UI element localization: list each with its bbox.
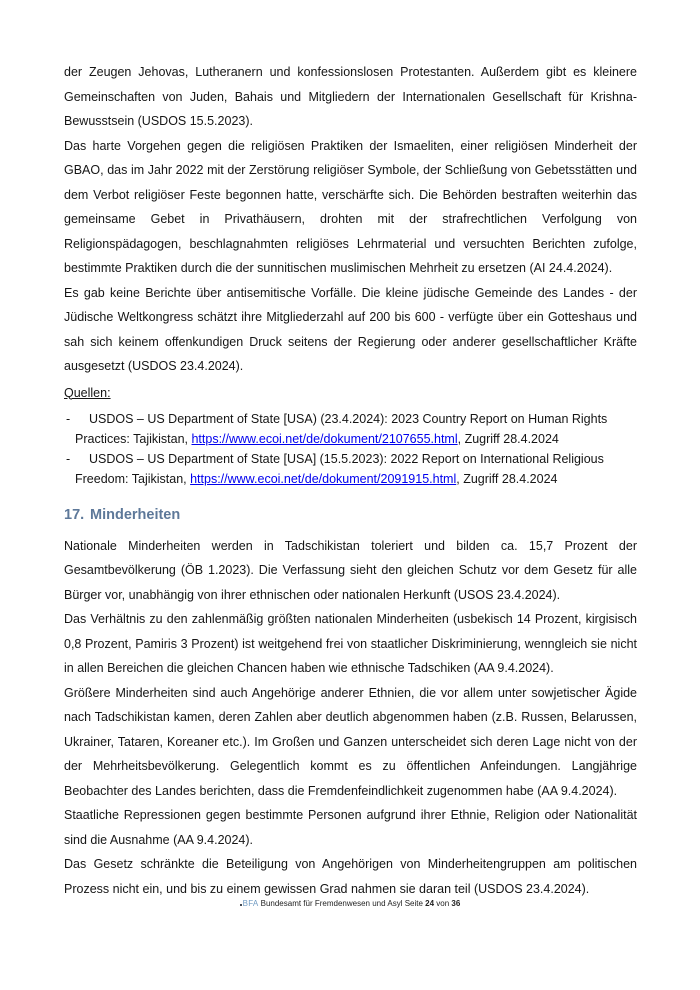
paragraph-largest-minorities: Das Verhältnis zu den zahlenmäßig größten nationalen Minderheiten (usbekisch 14 Prozent, kirgisisch 0,8 Prozent, Pamiris 3 Prozent) ist weitgehend frei von staatlicher Diskriminierung, wenngleich sie nicht in allen Bereichen die gleichen Chancen haben wie ethnische Tadschiken (AA 9.4.2024). <box>64 612 637 675</box>
section-number: 17. <box>64 506 85 523</box>
section-title: Minderheiten <box>90 506 181 523</box>
sources-list <box>64 409 637 489</box>
footer-org-abbr: BFA <box>242 899 259 908</box>
paragraph-jewish-community: Es gab keine Berichte über antisemitische Vorfälle. Die kleine jüdische Gemeinde des Landes - der Jüdische Weltkongress schätzt ihre Mitgliederzahl auf 200 bis 600 - verfügte über ein Gotteshaus und sah sich keinem offenkundigen Druck seitens der Regierung oder anderer gesellschaftlicher Kräfte ausgesetzt (USDOS 23.4.2024). <box>64 285 637 373</box>
source-text: USDOS – US Department of State [USA) (23.4.2024): 2023 Country Report on Human Rights Practices: Tajikistan, <box>75 411 608 446</box>
footer-of-label: von <box>434 899 452 908</box>
page-footer <box>0 898 700 910</box>
source-item-usdos-2024 <box>64 409 637 449</box>
source-link-ecoi-2091915[interactable]: https://www.ecoi.net/de/dokument/2091915.html <box>190 471 457 486</box>
footer-total-pages: 36 <box>451 899 461 908</box>
paragraph-political-participation: Das Gesetz schränkte die Beteiligung von Angehörigen von Minderheitengruppen am politischen Prozess nicht ein, und bis zu einem gewissen Grad nahmen sie daran teil (USDOS 23.4.2024). <box>64 857 637 896</box>
footer-org-name: Bundesamt für Fremdenwesen und Asyl <box>258 899 405 908</box>
footer-page-label: Seite <box>404 899 426 908</box>
source-text: USDOS – US Department of State [USA] (15.5.2023): 2022 Report on International Religious Freedom: Tajikistan, <box>75 451 604 486</box>
bfa-logo-icon <box>240 904 242 906</box>
paragraph-ismaili-practices: Das harte Vorgehen gegen die religiösen Praktiken der Ismaeliten, einer religiösen Minderheit der GBAO, das im Jahr 2022 mit der Zerstörung religiöser Symbole, der Schließung von Gebetsstätten und dem Verbot religiöser Feste begonnen hatte, verschärfte sich. Die Behörden bestraften weiterhin das gemeinsame Gebet in Privathäusern, drohten mit der strafrechtlichen Verfolgung von Religionspädagogen, beschlagnahmten religiöses Lehrmaterial und versuchten Berichten zufolge, bestimmte Praktiken durch die der sunnitischen muslimischen Mehrheit zu ersetzen (AI 24.4.2024). <box>64 138 637 275</box>
bullet-dash: - <box>66 451 71 466</box>
source-access-date: , Zugriff 28.4.2024 <box>457 431 559 446</box>
paragraph-state-repression: Staatliche Repressionen gegen bestimmte Personen aufgrund ihrer Ethnie, Religion oder Nationalität sind die Ausnahme (AA 9.4.2024). <box>64 808 637 847</box>
source-access-date: , Zugriff 28.4.2024 <box>456 471 558 486</box>
sources-heading: Quellen: <box>64 385 111 400</box>
source-link-ecoi-2107655[interactable]: https://www.ecoi.net/de/dokument/2107655.html <box>191 431 458 446</box>
paragraph-other-ethnicities: Größere Minderheiten sind auch Angehörige anderer Ethnien, die vor allem unter sowjetischer Ägide nach Tadschikistan kamen, deren Zahlen aber deutlich abgenommen haben (z.B. Russen, Belarussen, Ukrainer, Tataren, Koreaner etc.). Im Großen und Ganzen unterscheidet sich deren Lage nicht von der der Mehrheitsbevölkerung. Gelegentlich kommt es zu öffentlichen Anfeindungen. Langjährige Beobachter des Landes berichten, dass die Fremdenfeindlichkeit zugenommen habe (AA 9.4.2024). <box>64 685 637 798</box>
paragraph-national-minorities: Nationale Minderheiten werden in Tadschikistan toleriert und bilden ca. 15,7 Prozent der Gesamtbevölkerung (ÖB 1.2023). Die Verfassung sieht den gleichen Schutz vor dem Gesetz für alle Bürger vor, unabhängig von ihrer ethnischen oder nationalen Herkunft (USOS 23.4.2024). <box>64 538 637 602</box>
source-item-usdos-2023 <box>64 449 637 489</box>
section-heading-minderheiten <box>64 506 637 525</box>
bullet-dash: - <box>66 411 71 426</box>
footer-page-number: 24 <box>425 899 435 908</box>
paragraph-religious-groups: der Zeugen Jehovas, Lutheranern und konfessionslosen Protestanten. Außerdem gibt es kleinere Gemeinschaften von Juden, Bahais und Mitgliedern der Internationalen Gesellschaft für Krishna-Bewusstsein (USDOS 15.5.2023). <box>64 65 637 128</box>
